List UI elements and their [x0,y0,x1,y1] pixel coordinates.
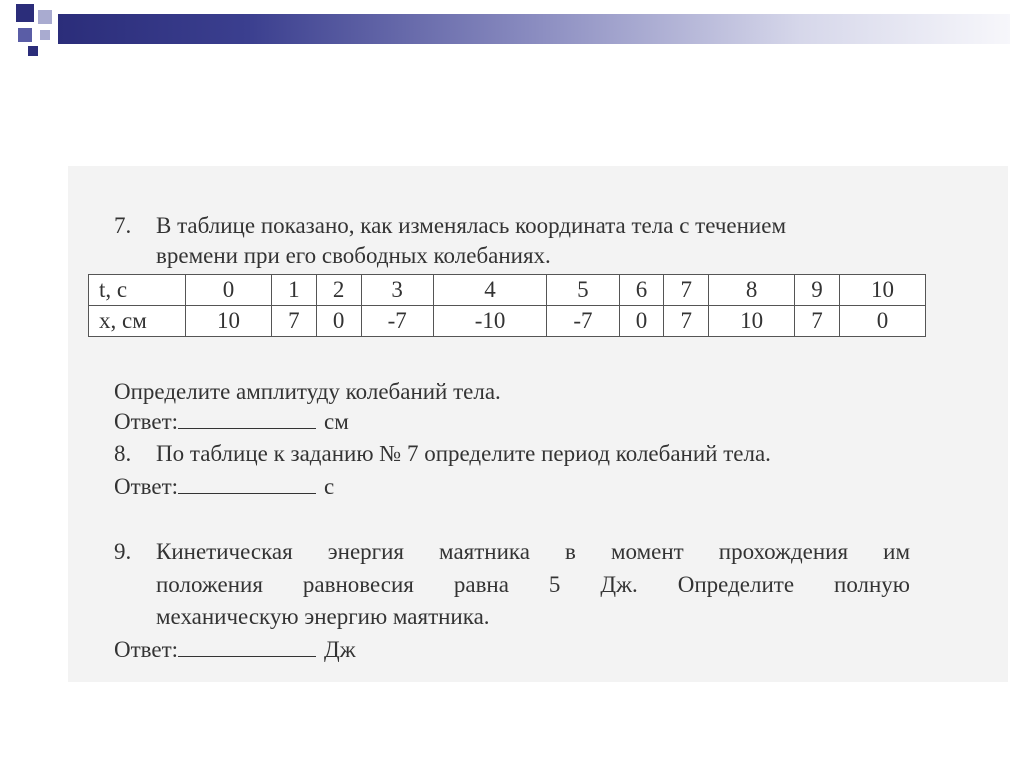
table-cell: -7 [547,306,619,337]
task7-answer-line [114,408,349,436]
table-header-cell: x, см [89,306,186,337]
table-cell: 10 [186,306,272,337]
slide-decoration-square [16,4,34,22]
table-cell: -10 [433,306,546,337]
task8-text: По таблице к заданию № 7 определите период колебаний тела. [156,441,771,466]
table-cell: 9 [795,275,840,306]
task7-line1: В таблице показано, как изменялась координата тела с течением [156,213,786,238]
slide-decoration-square [40,30,50,40]
slide-header-bar [58,14,1010,44]
coordinate-time-table [88,274,926,337]
table-header-cell: t, c [89,275,186,306]
table-cell: 4 [433,275,546,306]
answer-label: Ответ: [114,637,179,662]
task9-line1: Кинетическая энергия маятника в момент прохождения им [156,539,910,564]
table-cell: 1 [271,275,316,306]
task9-line3: механическую энергию маятника. [156,604,490,629]
table-cell: 0 [619,306,664,337]
table-row-time [89,275,926,306]
table-cell: 8 [709,275,795,306]
table-cell: 7 [664,306,709,337]
table-cell: 0 [186,275,272,306]
task8-number: 8. [114,441,132,466]
answer-unit: см [324,409,349,434]
answer-blank [178,473,316,494]
table-cell: 3 [361,275,433,306]
answer-label: Ответ: [114,474,179,499]
task8-answer-line [114,473,334,501]
table-cell: 0 [839,306,925,337]
answer-label: Ответ: [114,409,179,434]
answer-blank [178,408,316,429]
table-cell: 10 [709,306,795,337]
task9-line2: положения равновесия равна 5 Дж. Определите полную [156,572,910,597]
task9-number: 9. [114,539,132,564]
answer-blank [178,636,316,657]
slide-decoration-square [18,28,32,42]
task7-question: Определите амплитуду колебаний тела. [114,379,501,404]
answer-unit: Дж [324,637,356,662]
table-cell: 5 [547,275,619,306]
table-cell: 7 [795,306,840,337]
slide-decoration-square [38,10,52,24]
table-cell: -7 [361,306,433,337]
task9-answer-line [114,636,356,664]
table-cell: 2 [316,275,361,306]
table-cell: 7 [664,275,709,306]
task7-number: 7. [114,213,132,238]
table-cell: 6 [619,275,664,306]
table-cell: 0 [316,306,361,337]
slide-decoration-square [28,46,38,56]
table-cell: 10 [839,275,925,306]
table-cell: 7 [271,306,316,337]
answer-unit: с [324,474,335,499]
task7-line2: времени при его свободных колебаниях. [156,243,551,268]
table-row-coordinate [89,306,926,337]
